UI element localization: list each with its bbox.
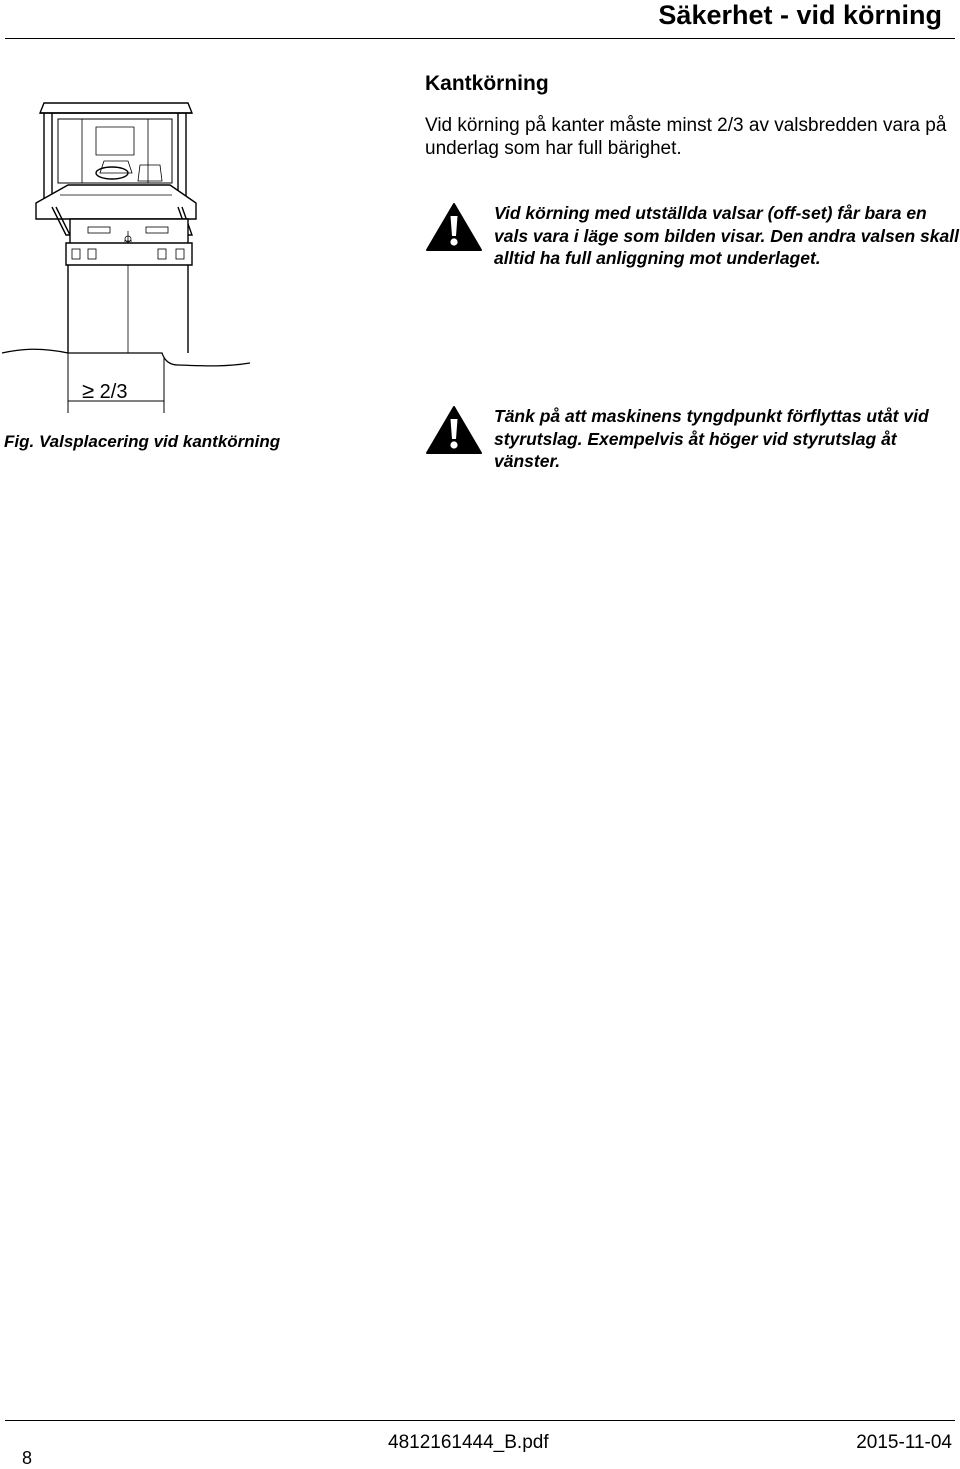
warning-text-1: Vid körning med utställda valsar (off-set) får bara en vals vara i läge som bilden visar. Den andra valsen skall alltid ha full anliggning mot underlaget. [494, 203, 959, 268]
warning-triangle-icon [425, 202, 483, 252]
document-date: 2015-11-04 [856, 1432, 952, 1453]
page-title: Säkerhet - vid körning [658, 0, 942, 30]
greater-equal-symbol: ≥ [82, 378, 95, 403]
figure-caption: Fig. Valsplacering vid kantkörning [4, 432, 281, 451]
section-title: Kantkörning [425, 72, 549, 95]
page-footer [0, 1420, 960, 1467]
roller-drawing [0, 95, 300, 425]
page-number: 8 [22, 1448, 33, 1468]
measure-value: 2/3 [99, 381, 128, 403]
section-body: Vid körning på kanter måste minst 2/3 av valsbredden vara på underlag som har full bärighet. [425, 115, 947, 159]
warning-text-2: Tänk på att maskinens tyngdpunkt förflyttas utåt vid styrutslag. Exempelvis åt höger vid styrutslag åt vänster. [494, 406, 929, 471]
page-header [0, 0, 960, 42]
document-file-name: 4812161444_B.pdf [388, 1432, 549, 1453]
footer-divider [5, 1420, 955, 1421]
header-divider [5, 38, 955, 39]
roller-edge-figure [0, 95, 300, 425]
warning-triangle-icon [425, 405, 483, 455]
measure-label [82, 378, 127, 404]
